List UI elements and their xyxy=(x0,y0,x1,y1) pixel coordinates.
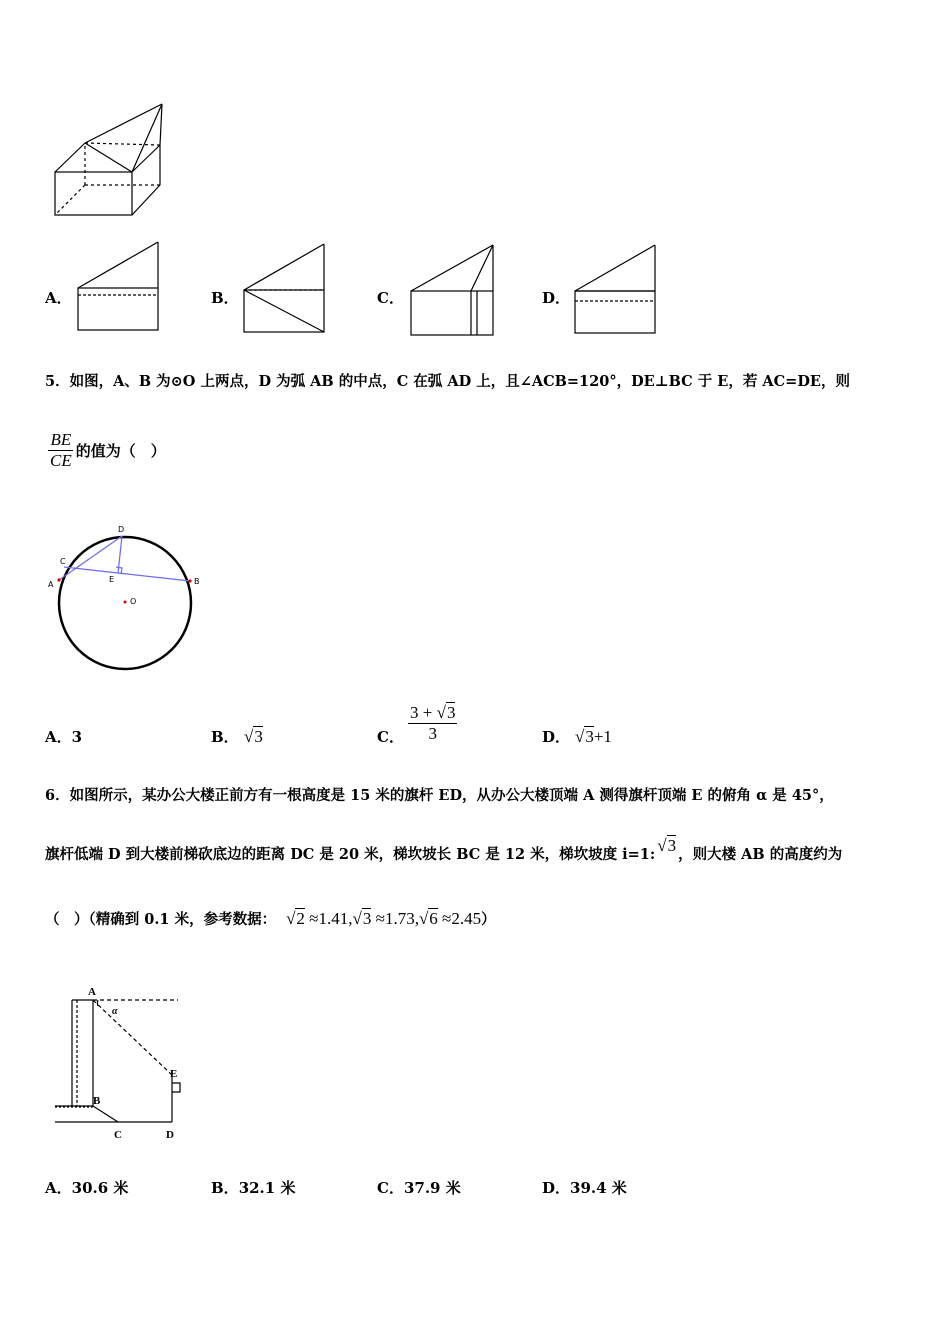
q6-option-c[interactable] xyxy=(377,1177,461,1198)
q5-fraction xyxy=(48,430,74,471)
q6-line2-b: ，则大楼 AB 的高度约为 xyxy=(678,846,843,863)
q6-label-e: E xyxy=(170,1068,178,1080)
q5-option-b-root: 3 xyxy=(254,727,263,746)
q6-option-c-value: 37.9 米 xyxy=(403,1179,461,1197)
q5-option-c-num-root: 3 xyxy=(446,703,456,722)
q6-building-figure xyxy=(50,980,190,1150)
q5-option-a[interactable] xyxy=(45,726,82,747)
solid-figure xyxy=(0,0,200,230)
q6-option-b-label: B． xyxy=(211,1179,239,1197)
q6-option-a[interactable] xyxy=(45,1177,128,1198)
q6-ref-2: √3 ≈1.73, xyxy=(352,908,419,928)
q5-option-c[interactable] xyxy=(377,726,404,747)
q6-option-b-value: 32.1 米 xyxy=(238,1179,296,1197)
q5-stem-tail: 的值为（ ） xyxy=(75,442,166,460)
q5-option-c-label: C． xyxy=(377,728,404,746)
q5-option-d[interactable] xyxy=(542,726,570,747)
q6-option-d-label: D． xyxy=(542,1179,571,1197)
q6-option-a-label: A． xyxy=(45,1179,72,1197)
q6-label-a: A xyxy=(88,986,96,998)
q6-line3 xyxy=(45,908,496,929)
q5-option-d-label: D． xyxy=(542,728,571,746)
q6-line3-a: （ ）（精确到 0.1 米，参考数据： xyxy=(45,911,277,928)
q5-option-b[interactable] xyxy=(211,726,239,747)
q5-label-c: C xyxy=(60,557,66,566)
q6-line2-root: √3 xyxy=(657,836,677,855)
q5-circle-figure xyxy=(40,520,210,680)
q6-ref-3: √6 ≈2.45 xyxy=(418,908,482,928)
q5-option-d-tail: +1 xyxy=(593,727,612,746)
q5-label-b: B xyxy=(194,577,200,586)
q5-frac-den: CE xyxy=(50,451,72,470)
q6-option-d-value: 39.4 米 xyxy=(570,1179,627,1197)
q5-option-d-value: √3+1 xyxy=(575,727,612,746)
q6-line3-b: ） xyxy=(481,911,496,928)
q4-option-d-figure xyxy=(573,243,663,343)
q6-line2 xyxy=(45,836,842,864)
q6-line2-a: 旗杆低端 D 到大楼前梯砍底边的距离 DC 是 20 米，梯坎坡长 BC 是 12 米，梯坎坡度 i=1: xyxy=(45,846,656,863)
q4-option-b-figure xyxy=(242,242,332,342)
q6-option-c-label: C． xyxy=(377,1179,404,1197)
q5-option-a-value: 3 xyxy=(71,728,83,746)
q6-line1: 6．如图所示，某办公大楼正前方有一根高度是 15 米的旗杆 ED，从办公大楼顶端 A 测得旗杆顶端 E 的俯角 α 是 45°， xyxy=(45,787,834,804)
q5-label-d: D xyxy=(118,525,125,534)
q4-option-c-label[interactable]: C． xyxy=(377,289,404,307)
q6-label-alpha: α xyxy=(112,1006,118,1017)
q5-stem-line2 xyxy=(48,430,166,471)
q4-option-c-figure xyxy=(409,243,499,343)
q5-option-a-label: A． xyxy=(45,728,72,746)
q5-frac-num: BE xyxy=(50,430,72,449)
q5-option-d-root: 3 xyxy=(585,727,594,746)
q5-stem: 5．如图，A、B 为⊙O 上两点，D 为弧 AB 的中点，C 在弧 AD 上，且∠ACB=120°，DE⊥BC 于 E，若 AC=DE，则 xyxy=(45,373,850,390)
q5-label-a: A xyxy=(48,580,54,589)
q5-option-b-label: B． xyxy=(211,728,239,746)
q6-label-d: D xyxy=(166,1129,174,1141)
q6-label-c: C xyxy=(114,1129,122,1141)
q6-option-d[interactable] xyxy=(542,1177,627,1198)
q4-option-a-figure xyxy=(76,240,166,340)
q6-label-b: B xyxy=(93,1095,101,1107)
q6-ref-1: √2 ≈1.41, xyxy=(286,908,353,928)
q5-option-c-den: 3 xyxy=(428,724,437,743)
q4-option-b-label[interactable]: B． xyxy=(211,289,239,307)
q4-option-a-label[interactable]: A． xyxy=(45,289,72,307)
q5-option-c-value: $\frac{3 + √3}{3}$ xyxy=(410,703,456,743)
q5-label-o: O xyxy=(130,597,137,606)
q5-label-e: E xyxy=(109,575,115,584)
q4-option-d-label[interactable]: D． xyxy=(542,289,571,307)
q6-option-b[interactable] xyxy=(211,1177,295,1198)
q5-option-c-plus: + xyxy=(422,703,433,722)
q5-option-c-num-a: 3 xyxy=(410,703,419,722)
q6-option-a-value: 30.6 米 xyxy=(71,1179,129,1197)
q5-option-b-value: √3 xyxy=(244,727,263,746)
